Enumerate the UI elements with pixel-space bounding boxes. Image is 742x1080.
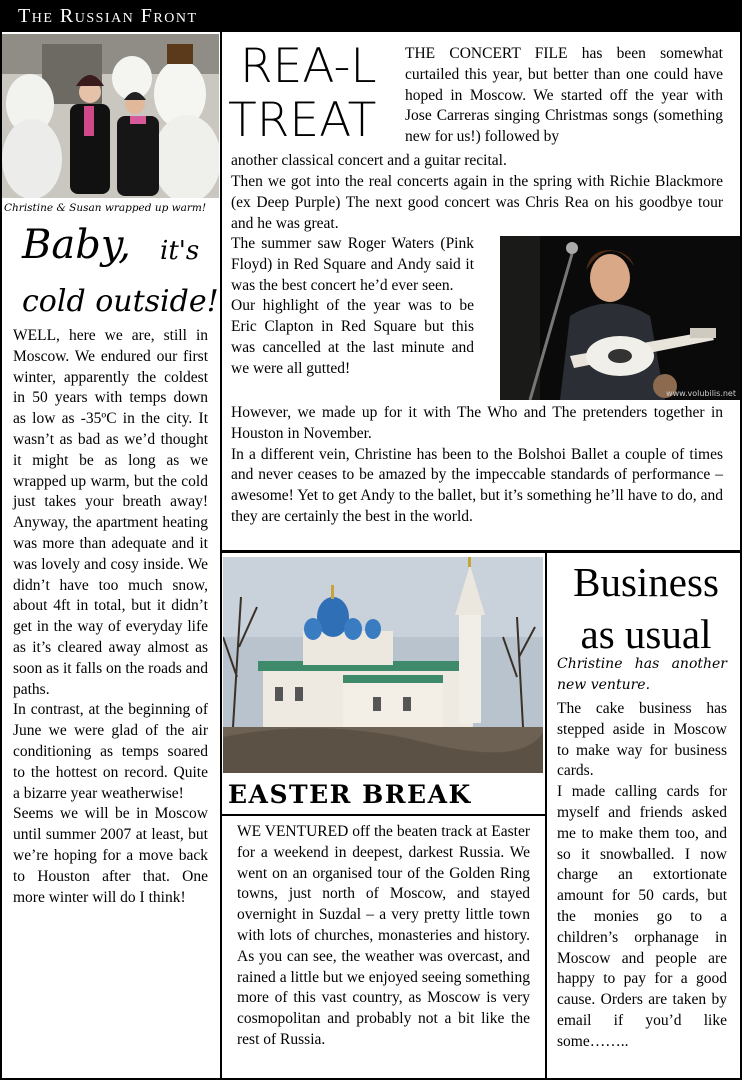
- column-divider-left: [220, 32, 222, 1080]
- snowmen-photo-image: [2, 34, 219, 198]
- concert-headline: [228, 40, 388, 148]
- concert-summer: [231, 234, 474, 380]
- concert-intro: THE CONCERT FILE has been somewhat curtailed this year, but better than one could have hoped in Moscow. We started off the year with Jose Carreras singing Christmas songs (something new for us!) followed by: [405, 45, 723, 146]
- concert-intro-continued: another classical concert and a guitar recital.: [231, 152, 507, 169]
- easter-headline-rule: [221, 814, 545, 816]
- business-headline: [552, 556, 740, 660]
- headline-as-usual: as usual: [580, 611, 712, 657]
- guitarist-photo: [500, 236, 740, 400]
- banner-title: The Russian Front: [18, 5, 198, 27]
- snowmen-photo: [2, 34, 219, 198]
- photo-watermark: www.volubilis.net: [666, 389, 736, 398]
- plans-paragraph: Seems we will be in Moscow until summer 2007 at least, but we’re hoping for a move back to Houston after that. One more winter will do I think!: [13, 805, 208, 906]
- roger-waters-paragraph: The summer saw Roger Waters (Pink Floyd) in Red Square and Andy said it was the best concert he’d ever seen.: [231, 235, 474, 294]
- cake-paragraph: The cake business has stepped aside in Moscow to make way for business cards.: [557, 700, 727, 780]
- concert-closing: [231, 403, 723, 528]
- bolshoi-paragraph: In a different vein, Christine has been to the Bolshoi Ballet a couple of times and never ceases to be amazed by the impeccable standards of performance – awesome! Yet to get Andy to the ballet, but it’s something he’ll have to do, and they are certainly the best in the world.: [231, 445, 723, 525]
- easter-article: WE VENTURED off the beaten track at Easter for a weekend in deepest, darkest Russia. We went on an organised tour of the Golden Ring towns, just north of Moscow, and stayed overnight in Suzdal – a very pretty little town with lots of churches, monasteries and history. As you can see, the weather was overcast, and rained a little but we enjoyed seeing something more of this vast country, as Moscow is very cosmopolitan and probably not a bit like the rest of Russia.: [237, 823, 530, 1048]
- headline-cold-outside: cold outside!: [22, 284, 219, 319]
- column-divider-bottom: [545, 553, 547, 1080]
- easter-headline: EASTER BREAK: [228, 780, 472, 809]
- guitarist-photo-image: [500, 236, 740, 400]
- headline-treat: TREAT: [228, 93, 377, 148]
- the-who-paragraph: However, we made up for it with The Who and The pretenders together in Houston in November.: [231, 404, 723, 442]
- headline-baby: Baby,: [22, 222, 131, 268]
- headline-real: REA-L: [240, 39, 377, 94]
- business-article: [557, 699, 727, 1053]
- concert-spring: Then we got into the real concerts again in the spring with Richie Blackmore (ex Deep Purple) The next good concert was Chris Rea on his goodbye tour and he was great.: [231, 173, 723, 232]
- clapton-paragraph: Our highlight of the year was to be Eric Clapton in Red Square but this was cancelled at the last minute and we were all gutted!: [231, 297, 474, 377]
- section-divider: [220, 550, 742, 553]
- cards-paragraph: I made calling cards for myself and friends asked me to make them too, and so it snowballed. I now charge an extortionate amount for 50 cards, but the monies go to a children’s orphanage in Moscow and people are happy to pay for a good cause. Orders are taken by email if you’d like some……..: [557, 783, 727, 1050]
- summer-paragraph: In contrast, at the beginning of June we were glad of the air conditioning as temps soared to the hottest on record. Quite a bizarre year weatherwise!: [13, 701, 208, 802]
- photo-caption: Christine & Susan wrapped up warm!: [4, 202, 207, 214]
- church-photo: [223, 557, 543, 773]
- winter-article: [13, 326, 208, 908]
- winter-paragraph: WELL, here we are, still in Moscow. We endured our first winter, apparently the coldest in 50 years with temps down as low as -35ºC in the city. It wasn’t as bad as we’d thought it might be as long as we wrapped up warm, but the cold just takes your breath away! Anyway, the apartment heating was more than adequate and it was lovely and cosy inside. We didn’t have too much snow, about 4ft in total, but it didn’t get in the way of everyday life as it’s cleared away almost as soon as it falls on the roads and paths.: [13, 327, 209, 698]
- business-subhead: Christine has another new venture.: [557, 656, 727, 693]
- headline-its: it's: [160, 236, 200, 266]
- headline-business: Business: [573, 559, 719, 605]
- church-photo-image: [223, 557, 543, 773]
